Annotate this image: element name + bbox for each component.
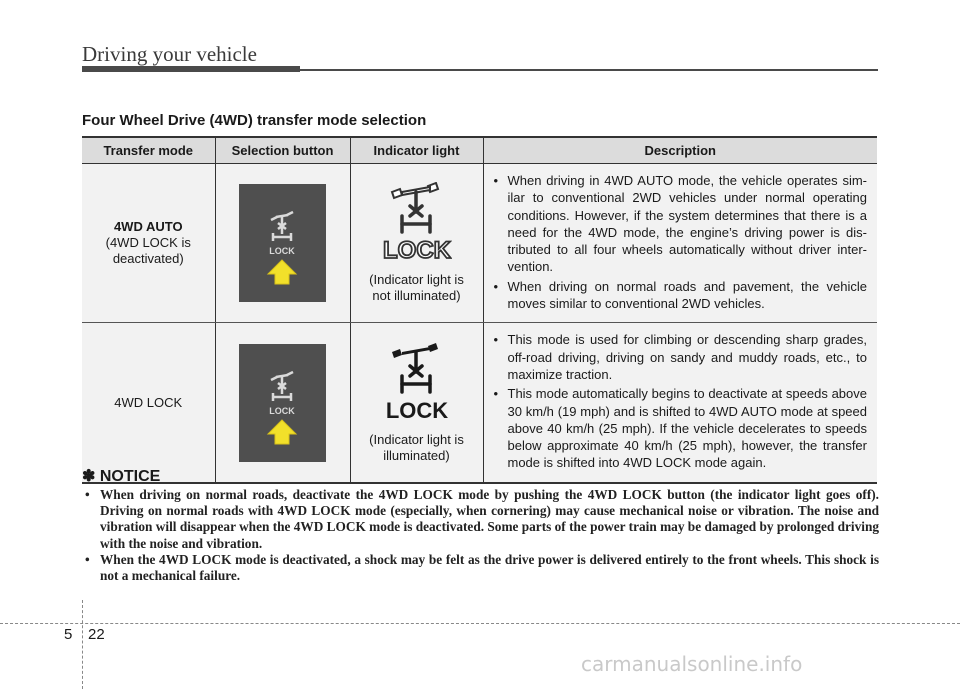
section-title: Four Wheel Drive (4WD) transfer mode selection <box>82 112 427 129</box>
lock-4wd-symbol-icon <box>239 344 326 462</box>
lock-4wd-symbol-icon <box>239 184 326 302</box>
header-rule-thin <box>300 69 878 71</box>
mode-name: 4WD LOCK <box>114 394 183 410</box>
list-item: • This mode is used for climbing or descending sharp grades, off-road driving, driving on sandy and muddy roads, etc., to maximize traction. <box>508 331 868 383</box>
footer-divider <box>82 600 83 689</box>
selection-button-cell <box>215 323 350 483</box>
description-cell <box>483 323 877 483</box>
col-header-transfer-mode: Transfer mode <box>82 137 215 164</box>
list-item: • When driving in 4WD AUTO mode, the vehicle operates similar to conventional 2WD vehicles under normal operating conditions. However, if the system determines that there is a need for the 4WD mode, the engine’s driving power is distributed to all four wheels automatically without driver intervention. <box>508 172 868 276</box>
indicator-light-cell <box>350 323 483 483</box>
list-item: • When driving on normal roads and pavement, the vehicle moves similar to conventional 2WD vehicles. <box>508 278 868 313</box>
col-header-selection-button: Selection button <box>215 137 350 164</box>
header-rule-thick <box>82 66 300 72</box>
table-row-4wd-auto <box>82 164 877 323</box>
lock-4wd-indicator-on-icon <box>382 342 452 430</box>
mode-name: 4WD AUTO <box>113 219 183 235</box>
lock-4wd-indicator-off-icon <box>382 182 452 270</box>
mode-cell <box>82 164 215 323</box>
header-title: Driving your vehicle <box>82 42 257 66</box>
list-item: • When the 4WD LOCK mode is deactivated, a shock may be felt as the drive power is delivered entirely to the front wheels. This shock is not a mechanical failure. <box>82 552 879 584</box>
notice-list <box>82 487 879 584</box>
mode-subtitle: (4WD LOCK is deactivated) <box>105 235 191 267</box>
button-label: LOCK <box>269 246 295 257</box>
list-item: • This mode automatically begins to deactivate at speeds above 30 km/h (19 mph) and is shifted to 4WD AUTO mode at speed above 40 km/h (25 mph). If the vehicle decelerates to speeds below approximate 40 km/h (25 mph), however, the transfer mode is shifted into 4WD LOCK mode again. <box>508 385 868 471</box>
4wd-lock-button[interactable] <box>239 344 326 462</box>
page-number: 22 <box>88 626 105 643</box>
col-header-indicator-light: Indicator light <box>350 137 483 164</box>
indicator-label: LOCK <box>382 237 451 265</box>
description-cell <box>483 164 877 323</box>
chapter-number: 5 <box>64 626 73 643</box>
col-header-description: Description <box>483 137 877 164</box>
mode-cell <box>82 323 215 483</box>
list-item: • When driving on normal roads, deactivate the 4WD LOCK mode by pushing the 4WD LOCK button (the indicator light goes off). Driving on normal roads with 4WD LOCK mode (especially, when cornering) may cause mechanical noise or vibration. The noise and vibration will disappear when the 4WD LOCK mode is deactivated. Some parts of the power train may be damaged by prolonged driving with the noise and vibration. <box>82 487 879 552</box>
button-label: LOCK <box>269 405 295 416</box>
indicator-label: LOCK <box>385 397 448 423</box>
description-list <box>484 164 878 322</box>
up-arrow-icon <box>268 260 296 284</box>
notice-title: ✽ NOTICE <box>82 468 161 485</box>
up-arrow-icon <box>268 420 296 444</box>
selection-button-cell <box>215 164 350 323</box>
footer-rule <box>0 623 960 624</box>
transfer-mode-table <box>82 136 877 484</box>
indicator-caption: (Indicator light is illuminated) <box>369 431 464 463</box>
indicator-caption: (Indicator light is not illuminated) <box>369 272 464 304</box>
watermark: carmanualsonline.info <box>581 652 803 676</box>
indicator-light-cell <box>350 164 483 323</box>
table-header-row <box>82 137 877 164</box>
table-row-4wd-lock <box>82 323 877 483</box>
description-list <box>484 323 878 481</box>
4wd-lock-button[interactable] <box>239 184 326 302</box>
